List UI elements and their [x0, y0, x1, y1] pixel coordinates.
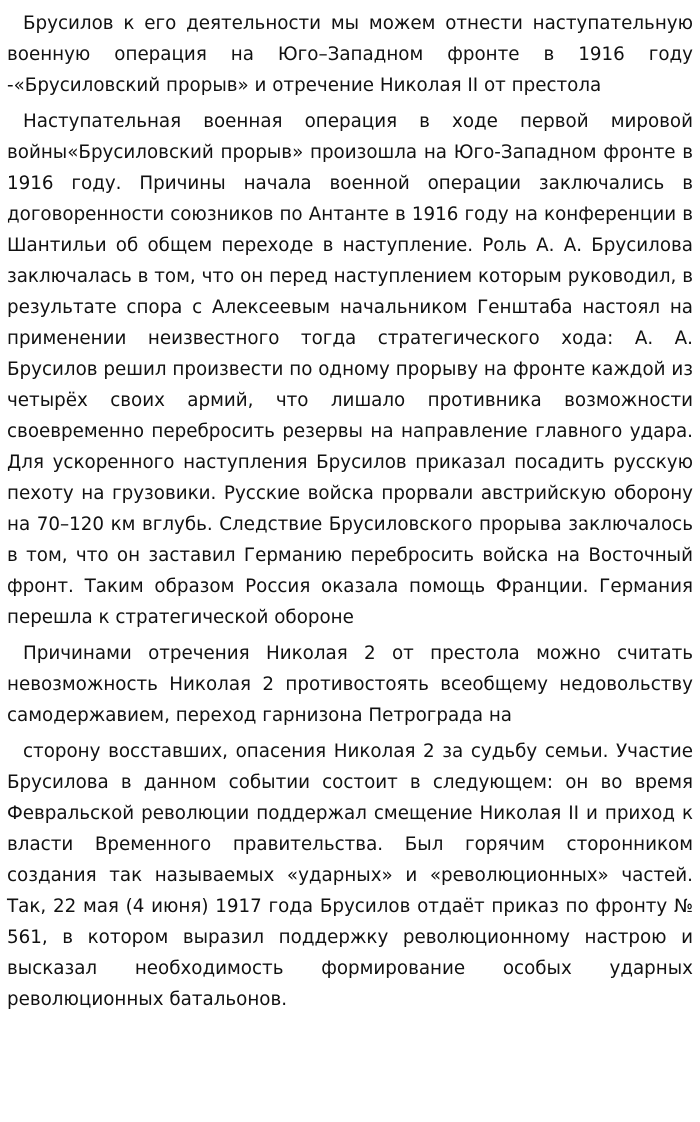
- paragraph-abdication-causes: Причинами отречения Николая 2 от престола можно считать невозможность Николая 2 противостоять всеобщему недовольству самодержавием, переход гарнизона Петрограда на: [7, 643, 693, 726]
- document-body: [7, 8, 693, 1020]
- paragraph-intro: Брусилов к его деятельности мы можем отнести наступательную военную операция на Юго–Западном фронте в 1916 году -«Брусиловский прорыв» и отречение Николая II от престола: [7, 13, 693, 96]
- paragraph-brusilov-breakthrough: Наступательная военная операция в ходе первой мировой войны«Брусиловский прорыв» произошла на Юго-Западном фронте в 1916 году. Причины начала военной операции заключались в договоренности союзников по Антанте в 1916 году на конференции в Шантильи об общем переходе в наступление. Роль А. А. Брусилова заключалась в том, что он перед наступлением которым руководил, в результате спора с Алексеевым начальником Генштаба настоял на применении неизвестного тогда стратегического хода: А. А. Брусилов решил произвести по одному прорыву на фронте каждой из четырёх своих армий, что лишало противника возможности своевременно перебросить резервы на направление главного удара. Для ускоренного наступления Брусилов приказал посадить русскую пехоту на грузовики. Русские войска прорвали австрийскую оборону на 70–120 км вглубь. Следствие Брусиловского прорыва заключалось в том, что он заставил Германию перебросить войска на Восточный фронт. Таким образом Россия оказала помощь Франции. Германия перешла к стратегической обороне: [7, 111, 693, 628]
- paragraph-brusilov-role: сторону восставших, опасения Николая 2 за судьбу семьи. Участие Брусилова в данном событии состоит в следующем: он во время Февральской революции поддержал смещение Николая II и приход к власти Временного правительства. Был горячим сторонником создания так называемых «ударных» и «революционных» частей. Так, 22 мая (4 июня) 1917 года Брусилов отдаёт приказ по фронту № 561, в котором выразил поддержку революционному настрою и высказал необходимость формирование особых ударных революционных батальонов.: [7, 741, 693, 1010]
